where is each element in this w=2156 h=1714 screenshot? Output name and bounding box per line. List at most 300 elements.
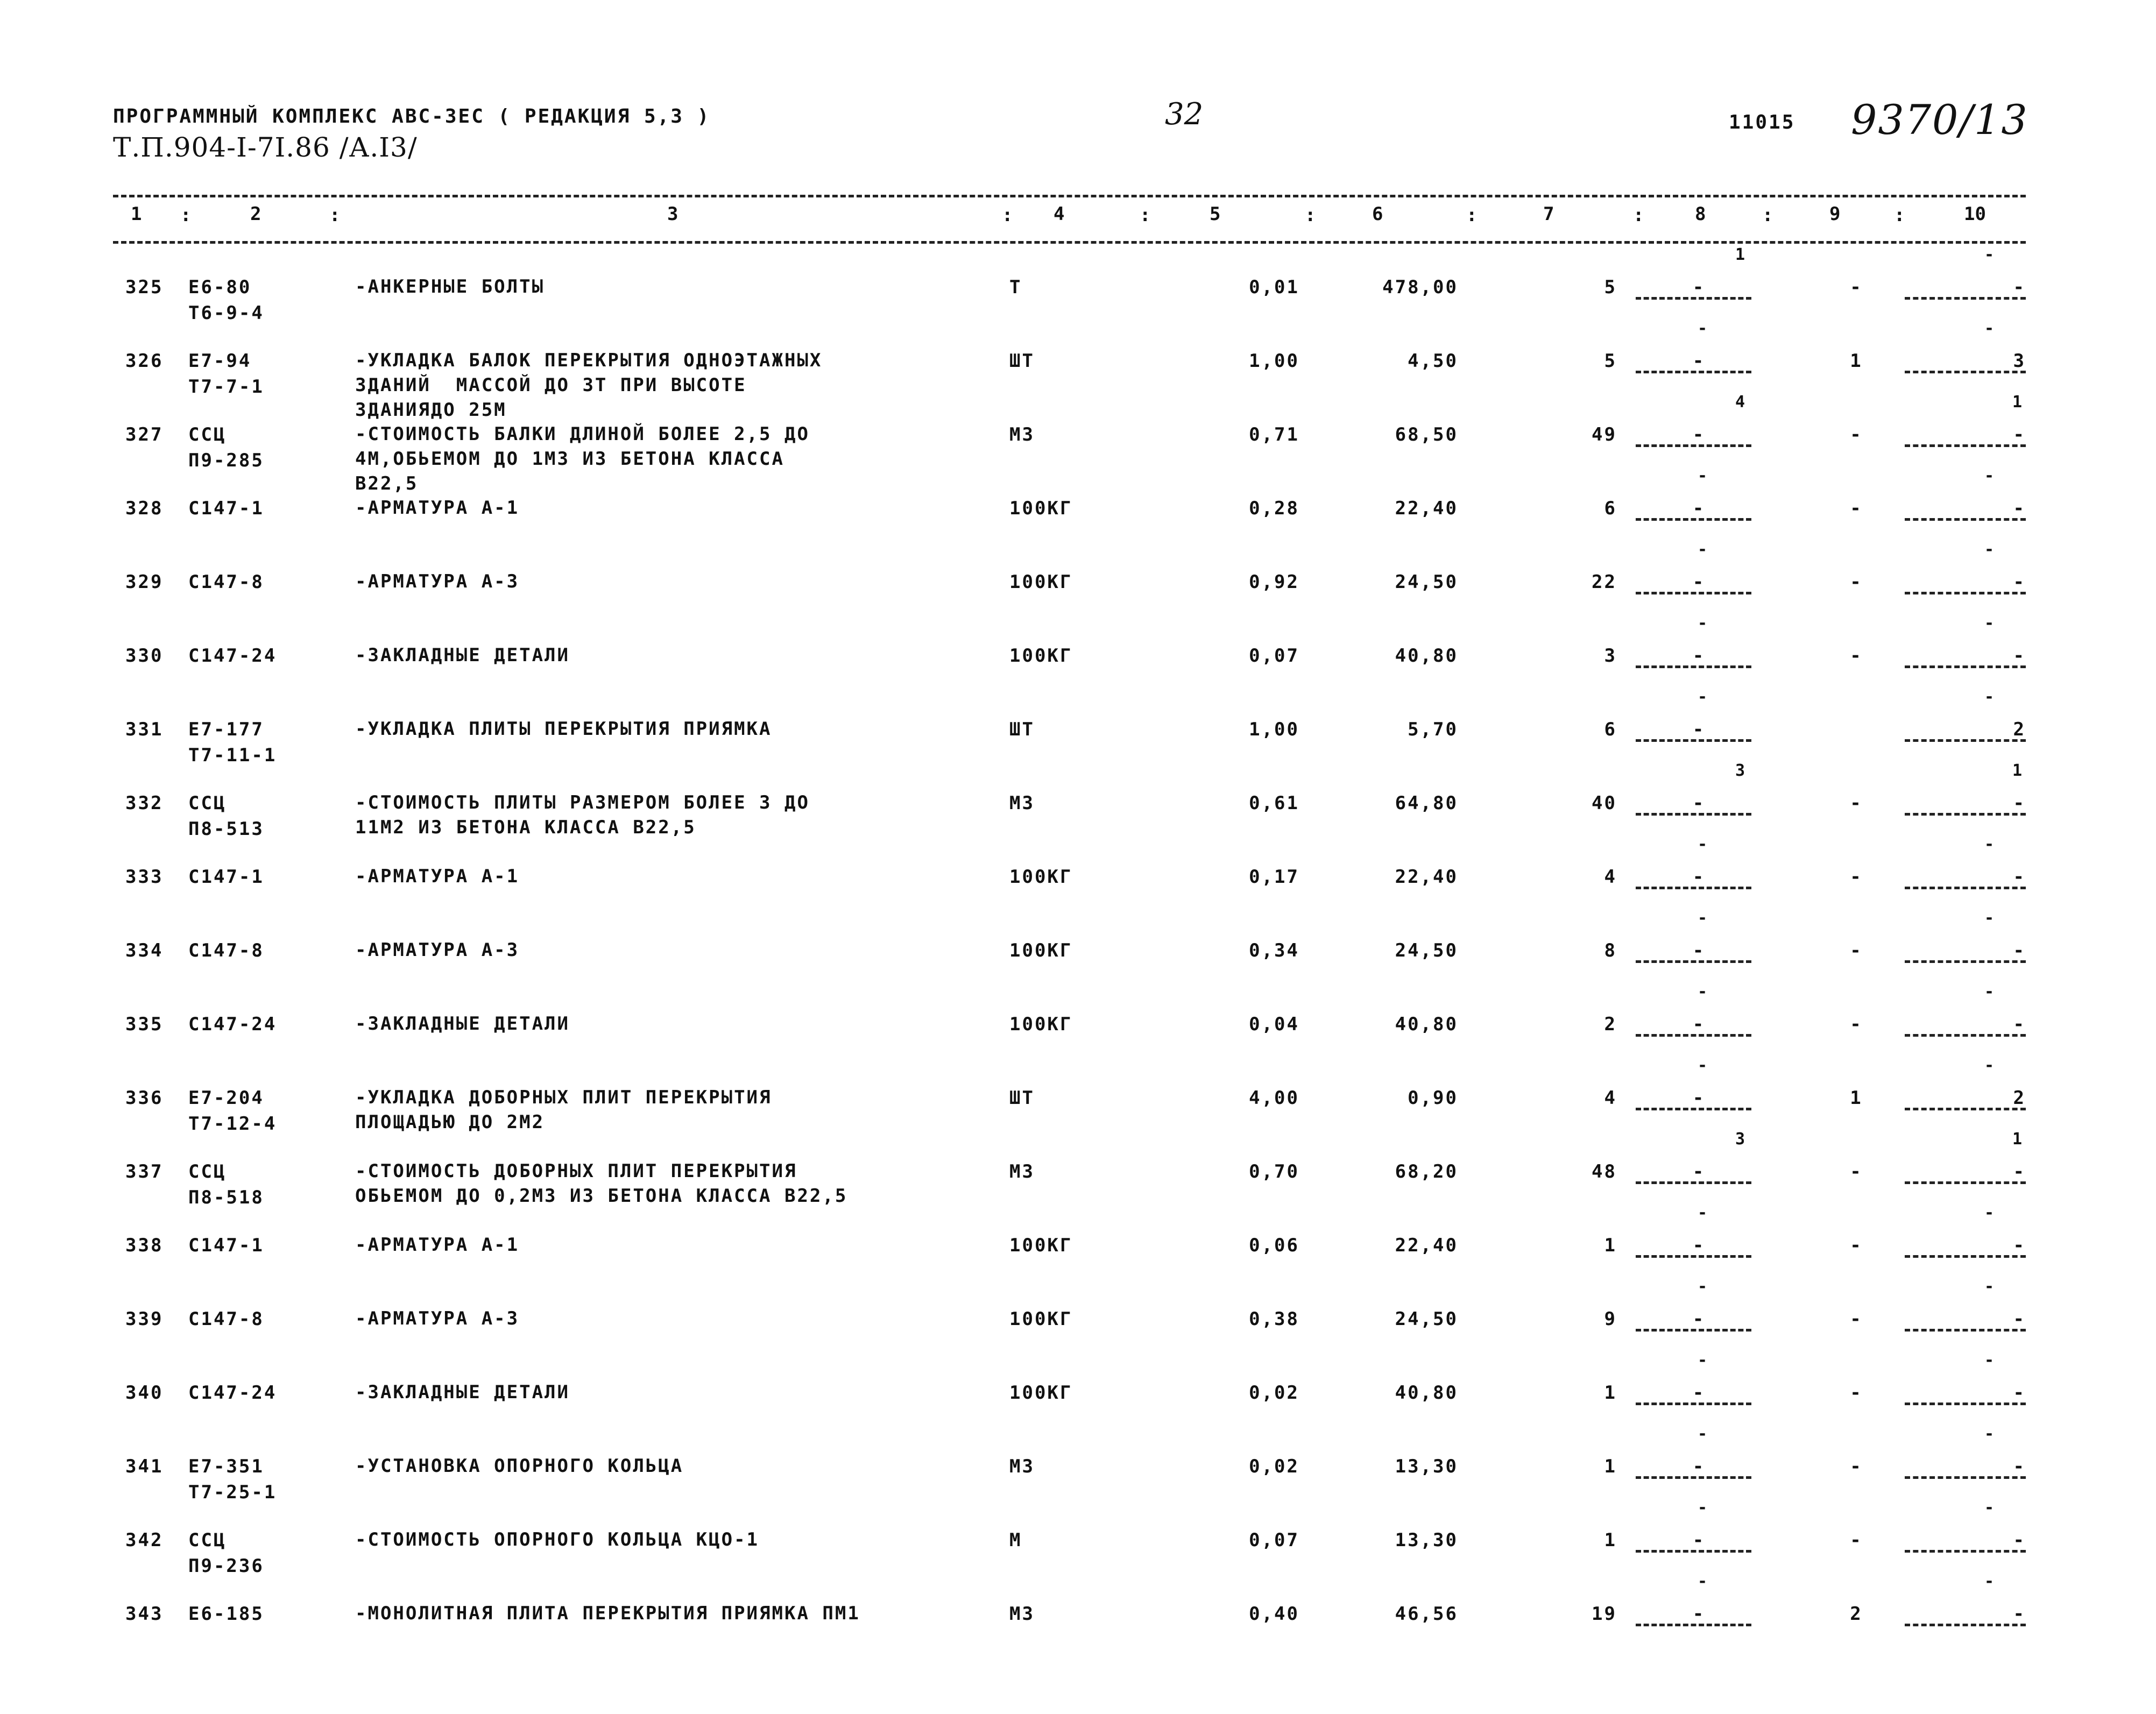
quantity: 0,07 bbox=[1249, 1529, 1299, 1551]
column-10-fraction-line bbox=[1905, 1181, 2026, 1184]
column-8-fraction-line bbox=[1636, 887, 1751, 889]
column-10-value: 2 bbox=[2013, 719, 2026, 740]
column-8-top: - bbox=[1698, 1277, 1708, 1296]
column-separator: : bbox=[1894, 204, 1905, 226]
column-8-top: - bbox=[1698, 909, 1708, 927]
column-10-fraction-line bbox=[1905, 813, 2026, 816]
rate-subcode: Т7-12-4 bbox=[188, 1113, 277, 1135]
rate-subcode: П9-285 bbox=[188, 450, 264, 471]
work-description: -УКЛАДКА БАЛОК ПЕРЕКРЫТИЯ ОДНОЭТАЖНЫХ ЗДАНИЙ МАССОЙ ДО 3Т ПРИ ВЫСОТЕ ЗДАНИЯДО 25М bbox=[355, 350, 823, 421]
quantity: 0,40 bbox=[1249, 1603, 1299, 1625]
column-10-value: - bbox=[2013, 1456, 2026, 1477]
project-code: Т.П.904-I-7I.86 /А.I3/ bbox=[113, 132, 418, 163]
rate-subcode: Т7-7-1 bbox=[188, 376, 264, 398]
column-8-value: - bbox=[1692, 424, 1706, 445]
rate-code: Е7-177 bbox=[188, 719, 264, 740]
unit-price: 68,20 bbox=[1395, 1161, 1458, 1182]
column-8-value: - bbox=[1692, 571, 1706, 593]
column-10-top: 1 bbox=[2012, 1130, 2023, 1149]
column-10-fraction-line bbox=[1905, 518, 2026, 521]
column-8-top: 1 bbox=[1735, 245, 1745, 264]
column-8-fraction-line bbox=[1636, 960, 1751, 963]
rate-code: Е7-94 bbox=[188, 350, 252, 372]
quantity: 0,71 bbox=[1249, 424, 1299, 445]
work-description: -АРМАТУРА А-1 bbox=[355, 497, 520, 519]
column-9-value: - bbox=[1850, 1529, 1863, 1551]
column-8-value: - bbox=[1692, 645, 1706, 667]
rate-code: С147-8 bbox=[188, 571, 264, 593]
column-8-top: - bbox=[1698, 614, 1708, 633]
column-8-value: - bbox=[1692, 1161, 1706, 1182]
work-description: -АРМАТУРА А-3 bbox=[355, 939, 520, 961]
work-description: -ЗАКЛАДНЫЕ ДЕТАЛИ bbox=[355, 1382, 570, 1403]
table-header-rule bbox=[113, 241, 2026, 244]
column-8-top: - bbox=[1698, 1572, 1708, 1591]
column-header-6: 6 bbox=[1372, 203, 1383, 225]
column-separator: : bbox=[1140, 204, 1151, 226]
column-8-value: - bbox=[1692, 1014, 1706, 1035]
column-9-value: - bbox=[1850, 1235, 1863, 1256]
table-row bbox=[0, 982, 2156, 1085]
column-separator: : bbox=[329, 204, 341, 226]
column-9-value: - bbox=[1850, 571, 1863, 593]
handwritten-number: 9370/13 bbox=[1851, 96, 2028, 144]
unit-price: 13,30 bbox=[1395, 1529, 1458, 1551]
column-header-10: 10 bbox=[1964, 203, 1986, 225]
unit-of-measure: 100КГ bbox=[1009, 866, 1073, 888]
quantity: 0,06 bbox=[1249, 1235, 1299, 1256]
column-header-4: 4 bbox=[1054, 203, 1065, 225]
rate-code: ССЦ bbox=[188, 792, 227, 814]
row-number: 338 bbox=[125, 1235, 164, 1256]
rate-code: С147-24 bbox=[188, 1014, 277, 1035]
work-description: -СТОИМОСТЬ ОПОРНОГО КОЛЬЦА КЦО-1 bbox=[355, 1529, 760, 1550]
table-row bbox=[0, 688, 2156, 790]
column-8-value: - bbox=[1692, 498, 1706, 519]
unit-price: 22,40 bbox=[1395, 498, 1458, 519]
total-cost: 48 bbox=[1592, 1161, 1617, 1182]
table-top-rule bbox=[113, 195, 2026, 197]
quantity: 0,61 bbox=[1249, 792, 1299, 814]
work-description: -СТОИМОСТЬ ПЛИТЫ РАЗМЕРОМ БОЛЕЕ 3 ДО 11М2 ИЗ БЕТОНА КЛАССА В22,5 bbox=[355, 792, 810, 838]
column-9-value: - bbox=[1850, 1456, 1863, 1477]
column-separator: : bbox=[1762, 204, 1773, 226]
column-8-top: - bbox=[1698, 688, 1708, 706]
rate-code: Е6-185 bbox=[188, 1603, 264, 1625]
column-separator: : bbox=[1633, 204, 1644, 226]
quantity: 0,34 bbox=[1249, 940, 1299, 961]
column-10-fraction-line bbox=[1905, 665, 2026, 668]
column-9-value: - bbox=[1850, 940, 1863, 961]
total-cost: 22 bbox=[1592, 571, 1617, 593]
rate-code: С147-1 bbox=[188, 866, 264, 888]
work-description: -СТОИМОСТЬ БАЛКИ ДЛИНОЙ БОЛЕЕ 2,5 ДО 4М,ОБЬЕМОМ ДО 1М3 ИЗ БЕТОНА КЛАССА В22,5 bbox=[355, 423, 810, 494]
column-10-value: - bbox=[2013, 1014, 2026, 1035]
unit-of-measure: 100КГ bbox=[1009, 498, 1073, 519]
column-8-top: 3 bbox=[1735, 1130, 1745, 1149]
column-8-value: - bbox=[1692, 719, 1706, 740]
unit-price: 22,40 bbox=[1395, 1235, 1458, 1256]
rate-subcode: П9-236 bbox=[188, 1555, 264, 1577]
column-10-top: - bbox=[1984, 1572, 1995, 1591]
column-10-value: - bbox=[2013, 571, 2026, 593]
column-separator: : bbox=[180, 204, 192, 226]
table-row bbox=[0, 614, 2156, 717]
column-8-value: - bbox=[1692, 792, 1706, 814]
quantity: 0,17 bbox=[1249, 866, 1299, 888]
unit-of-measure: 100КГ bbox=[1009, 1235, 1073, 1256]
unit-price: 68,50 bbox=[1395, 424, 1458, 445]
column-8-fraction-line bbox=[1636, 1476, 1751, 1479]
rate-code: ССЦ bbox=[188, 424, 227, 445]
row-number: 342 bbox=[125, 1529, 164, 1551]
column-10-top: - bbox=[1984, 1498, 1995, 1517]
column-9-value: - bbox=[1850, 792, 1863, 814]
quantity: 0,28 bbox=[1249, 498, 1299, 519]
column-8-fraction-line bbox=[1636, 665, 1751, 668]
table-row bbox=[0, 466, 2156, 569]
column-8-fraction-line bbox=[1636, 297, 1751, 300]
column-10-top: - bbox=[1984, 1351, 1995, 1370]
total-cost: 1 bbox=[1604, 1382, 1617, 1404]
column-10-top: - bbox=[1984, 466, 1995, 485]
total-cost: 1 bbox=[1604, 1456, 1617, 1477]
column-10-top: - bbox=[1984, 909, 1995, 927]
column-9-value: - bbox=[1850, 277, 1863, 298]
total-cost: 5 bbox=[1604, 277, 1617, 298]
column-10-top: - bbox=[1984, 319, 1995, 338]
column-10-top: - bbox=[1984, 688, 1995, 706]
column-10-value: 2 bbox=[2013, 1087, 2026, 1109]
table-row bbox=[0, 1425, 2156, 1527]
row-number: 329 bbox=[125, 571, 164, 593]
table-row bbox=[0, 1203, 2156, 1306]
column-10-value: - bbox=[2013, 1308, 2026, 1330]
column-header-5: 5 bbox=[1210, 203, 1221, 225]
column-8-top: - bbox=[1698, 1351, 1708, 1370]
column-9-value: 1 bbox=[1850, 350, 1863, 372]
unit-price: 46,56 bbox=[1395, 1603, 1458, 1625]
column-8-top: - bbox=[1698, 466, 1708, 485]
row-number: 340 bbox=[125, 1382, 164, 1404]
work-description: -АРМАТУРА А-3 bbox=[355, 571, 520, 592]
column-separator: : bbox=[1466, 204, 1478, 226]
column-8-fraction-line bbox=[1636, 1624, 1751, 1626]
table-row bbox=[0, 1351, 2156, 1454]
column-9-value: 2 bbox=[1850, 1603, 1863, 1625]
column-10-fraction-line bbox=[1905, 1034, 2026, 1037]
unit-price: 40,80 bbox=[1395, 1014, 1458, 1035]
row-number: 336 bbox=[125, 1087, 164, 1109]
quantity: 0,02 bbox=[1249, 1382, 1299, 1404]
column-header-1: 1 bbox=[131, 203, 142, 225]
total-cost: 6 bbox=[1604, 719, 1617, 740]
unit-of-measure: 100КГ bbox=[1009, 571, 1073, 593]
column-header-9: 9 bbox=[1829, 203, 1841, 225]
column-10-value: - bbox=[2013, 498, 2026, 519]
row-number: 326 bbox=[125, 350, 164, 372]
table-row bbox=[0, 1572, 2156, 1675]
column-10-fraction-line bbox=[1905, 1329, 2026, 1331]
column-8-fraction-line bbox=[1636, 371, 1751, 373]
unit-of-measure: М3 bbox=[1009, 1161, 1035, 1182]
work-description: -АРМАТУРА А-1 bbox=[355, 866, 520, 887]
column-10-value: - bbox=[2013, 940, 2026, 961]
column-10-fraction-line bbox=[1905, 444, 2026, 447]
row-number: 341 bbox=[125, 1456, 164, 1477]
column-10-value: - bbox=[2013, 277, 2026, 298]
column-10-fraction-line bbox=[1905, 887, 2026, 889]
rate-subcode: Т6-9-4 bbox=[188, 302, 264, 324]
row-number: 331 bbox=[125, 719, 164, 740]
column-10-top: - bbox=[1984, 1056, 1995, 1075]
table-row bbox=[0, 393, 2156, 495]
column-header-3: 3 bbox=[667, 203, 678, 225]
row-number: 330 bbox=[125, 645, 164, 667]
column-10-fraction-line bbox=[1905, 371, 2026, 373]
column-10-fraction-line bbox=[1905, 1403, 2026, 1405]
total-cost: 19 bbox=[1592, 1603, 1617, 1625]
work-description: -СТОИМОСТЬ ДОБОРНЫХ ПЛИТ ПЕРЕКРЫТИЯ ОБЬЕМОМ ДО 0,2М3 ИЗ БЕТОНА КЛАССА В22,5 bbox=[355, 1160, 848, 1207]
column-10-top: - bbox=[1984, 1277, 1995, 1296]
column-10-value: - bbox=[2013, 1529, 2026, 1551]
work-description: -МОНОЛИТНАЯ ПЛИТА ПЕРЕКРЫТИЯ ПРИЯМКА ПМ1 bbox=[355, 1603, 860, 1624]
column-8-top: - bbox=[1698, 1498, 1708, 1517]
rate-code: С147-24 bbox=[188, 1382, 277, 1404]
column-8-value: - bbox=[1692, 277, 1706, 298]
column-10-top: - bbox=[1984, 614, 1995, 633]
rate-subcode: Т7-25-1 bbox=[188, 1482, 277, 1503]
column-8-top: - bbox=[1698, 1425, 1708, 1443]
unit-of-measure: М3 bbox=[1009, 1456, 1035, 1477]
table-row bbox=[0, 761, 2156, 864]
rate-code: С147-1 bbox=[188, 498, 264, 519]
column-8-fraction-line bbox=[1636, 444, 1751, 447]
column-8-value: - bbox=[1692, 350, 1706, 372]
unit-price: 13,30 bbox=[1395, 1456, 1458, 1477]
column-8-value: - bbox=[1692, 1456, 1706, 1477]
column-8-value: - bbox=[1692, 1087, 1706, 1109]
column-8-value: - bbox=[1692, 866, 1706, 888]
table-row bbox=[0, 1130, 2156, 1233]
unit-of-measure: М3 bbox=[1009, 1603, 1035, 1625]
column-10-fraction-line bbox=[1905, 1550, 2026, 1553]
quantity: 0,92 bbox=[1249, 571, 1299, 593]
column-8-fraction-line bbox=[1636, 1329, 1751, 1331]
total-cost: 3 bbox=[1604, 645, 1617, 667]
column-10-value: - bbox=[2013, 1235, 2026, 1256]
row-number: 325 bbox=[125, 277, 164, 298]
column-8-top: - bbox=[1698, 540, 1708, 559]
unit-of-measure: 100КГ bbox=[1009, 1308, 1073, 1330]
column-8-fraction-line bbox=[1636, 592, 1751, 594]
row-number: 332 bbox=[125, 792, 164, 814]
quantity: 0,38 bbox=[1249, 1308, 1299, 1330]
column-9-value: - bbox=[1850, 1014, 1863, 1035]
total-cost: 5 bbox=[1604, 350, 1617, 372]
work-description: -УСТАНОВКА ОПОРНОГО КОЛЬЦА bbox=[355, 1455, 684, 1477]
total-cost: 49 bbox=[1592, 424, 1617, 445]
unit-of-measure: ШТ bbox=[1009, 1087, 1035, 1109]
row-number: 334 bbox=[125, 940, 164, 961]
column-8-top: - bbox=[1698, 1056, 1708, 1075]
rate-subcode: П8-513 bbox=[188, 818, 264, 840]
column-8-top: - bbox=[1698, 319, 1708, 338]
column-10-value: - bbox=[2013, 1382, 2026, 1404]
column-10-value: - bbox=[2013, 866, 2026, 888]
program-title: ПРОГРАММНЫЙ КОМПЛЕКС АВС-3ЕС ( РЕДАКЦИЯ 5,3 ) bbox=[113, 105, 711, 128]
work-description: -ЗАКЛАДНЫЕ ДЕТАЛИ bbox=[355, 1013, 570, 1035]
rate-code: С147-1 bbox=[188, 1235, 264, 1256]
unit-of-measure: 100КГ bbox=[1009, 1014, 1073, 1035]
unit-price: 40,80 bbox=[1395, 1382, 1458, 1404]
column-10-top: 1 bbox=[2012, 393, 2023, 412]
rate-code: С147-24 bbox=[188, 645, 277, 667]
column-10-value: - bbox=[2013, 792, 2026, 814]
rate-subcode: Т7-11-1 bbox=[188, 745, 277, 766]
total-cost: 6 bbox=[1604, 498, 1617, 519]
total-cost: 9 bbox=[1604, 1308, 1617, 1330]
column-separator: : bbox=[1002, 204, 1013, 226]
column-9-value: - bbox=[1850, 645, 1863, 667]
unit-of-measure: Т bbox=[1009, 277, 1022, 298]
column-9-value: - bbox=[1850, 1382, 1863, 1404]
column-10-value: - bbox=[2013, 1603, 2026, 1625]
unit-price: 4,50 bbox=[1408, 350, 1458, 372]
column-8-value: - bbox=[1692, 1529, 1706, 1551]
column-9-value: - bbox=[1850, 424, 1863, 445]
column-10-fraction-line bbox=[1905, 739, 2026, 742]
rate-code: С147-8 bbox=[188, 1308, 264, 1330]
unit-of-measure: М3 bbox=[1009, 424, 1035, 445]
rate-code: ССЦ bbox=[188, 1161, 227, 1182]
column-8-value: - bbox=[1692, 1308, 1706, 1330]
page-number: 32 bbox=[1165, 97, 1204, 132]
column-8-value: - bbox=[1692, 940, 1706, 961]
row-number: 327 bbox=[125, 424, 164, 445]
quantity: 0,04 bbox=[1249, 1014, 1299, 1035]
document-code: 11015 bbox=[1729, 111, 1796, 133]
column-8-fraction-line bbox=[1636, 1255, 1751, 1258]
column-8-top: - bbox=[1698, 1203, 1708, 1222]
table-row bbox=[0, 1056, 2156, 1159]
column-8-fraction-line bbox=[1636, 1403, 1751, 1405]
column-9-value: - bbox=[1850, 866, 1863, 888]
column-8-fraction-line bbox=[1636, 739, 1751, 742]
column-separator: : bbox=[1305, 204, 1316, 226]
quantity: 0,01 bbox=[1249, 277, 1299, 298]
work-description: -АНКЕРНЫЕ БОЛТЫ bbox=[355, 276, 545, 298]
column-9-value: 1 bbox=[1850, 1087, 1863, 1109]
row-number: 337 bbox=[125, 1161, 164, 1182]
unit-price: 24,50 bbox=[1395, 571, 1458, 593]
table-row bbox=[0, 245, 2156, 348]
total-cost: 8 bbox=[1604, 940, 1617, 961]
column-10-top: - bbox=[1984, 1203, 1995, 1222]
column-8-top: - bbox=[1698, 835, 1708, 854]
unit-of-measure: М bbox=[1009, 1529, 1022, 1551]
total-cost: 4 bbox=[1604, 866, 1617, 888]
unit-price: 64,80 bbox=[1395, 792, 1458, 814]
column-10-fraction-line bbox=[1905, 1624, 2026, 1626]
column-9-value: - bbox=[1850, 1161, 1863, 1182]
unit-price: 22,40 bbox=[1395, 866, 1458, 888]
column-8-top: 3 bbox=[1735, 761, 1745, 780]
table-row bbox=[0, 835, 2156, 938]
quantity: 1,00 bbox=[1249, 719, 1299, 740]
rate-code: Е6-80 bbox=[188, 277, 252, 298]
unit-price: 478,00 bbox=[1382, 277, 1458, 298]
total-cost: 1 bbox=[1604, 1529, 1617, 1551]
quantity: 0,02 bbox=[1249, 1456, 1299, 1477]
column-9-value: - bbox=[1850, 1308, 1863, 1330]
column-8-value: - bbox=[1692, 1235, 1706, 1256]
work-description: -АРМАТУРА А-3 bbox=[355, 1308, 520, 1329]
column-header-7: 7 bbox=[1543, 203, 1554, 225]
row-number: 333 bbox=[125, 866, 164, 888]
column-8-top: - bbox=[1698, 982, 1708, 1001]
work-description: -УКЛАДКА ДОБОРНЫХ ПЛИТ ПЕРЕКРЫТИЯ ПЛОЩАДЬЮ ДО 2М2 bbox=[355, 1087, 772, 1133]
rate-code: Е7-204 bbox=[188, 1087, 264, 1109]
column-10-fraction-line bbox=[1905, 297, 2026, 300]
column-10-top: - bbox=[1984, 540, 1995, 559]
column-8-value: - bbox=[1692, 1382, 1706, 1404]
work-description: -АРМАТУРА А-1 bbox=[355, 1234, 520, 1256]
quantity: 1,00 bbox=[1249, 350, 1299, 372]
column-8-fraction-line bbox=[1636, 1034, 1751, 1037]
column-8-fraction-line bbox=[1636, 1181, 1751, 1184]
quantity: 0,70 bbox=[1249, 1161, 1299, 1182]
unit-price: 40,80 bbox=[1395, 645, 1458, 667]
column-header-2: 2 bbox=[250, 203, 261, 225]
column-10-fraction-line bbox=[1905, 1108, 2026, 1110]
column-8-value: - bbox=[1692, 1603, 1706, 1625]
total-cost: 40 bbox=[1592, 792, 1617, 814]
table-row bbox=[0, 1277, 2156, 1380]
quantity: 0,07 bbox=[1249, 645, 1299, 667]
column-8-fraction-line bbox=[1636, 813, 1751, 816]
row-number: 339 bbox=[125, 1308, 164, 1330]
column-9-value: - bbox=[1850, 498, 1863, 519]
column-10-top: 1 bbox=[2012, 761, 2023, 780]
column-10-fraction-line bbox=[1905, 592, 2026, 594]
unit-of-measure: 100КГ bbox=[1009, 645, 1073, 667]
column-10-fraction-line bbox=[1905, 960, 2026, 963]
unit-price: 0,90 bbox=[1408, 1087, 1458, 1109]
column-10-value: - bbox=[2013, 1161, 2026, 1182]
total-cost: 2 bbox=[1604, 1014, 1617, 1035]
column-10-value: - bbox=[2013, 645, 2026, 667]
rate-subcode: П8-518 bbox=[188, 1187, 264, 1208]
column-10-value: 3 bbox=[2013, 350, 2026, 372]
total-cost: 1 bbox=[1604, 1235, 1617, 1256]
unit-price: 5,70 bbox=[1408, 719, 1458, 740]
total-cost: 4 bbox=[1604, 1087, 1617, 1109]
column-10-fraction-line bbox=[1905, 1255, 2026, 1258]
column-8-top: 4 bbox=[1735, 393, 1745, 412]
rate-code: С147-8 bbox=[188, 940, 264, 961]
column-8-fraction-line bbox=[1636, 1108, 1751, 1110]
column-8-fraction-line bbox=[1636, 518, 1751, 521]
row-number: 343 bbox=[125, 1603, 164, 1625]
column-10-top: - bbox=[1984, 982, 1995, 1001]
column-8-fraction-line bbox=[1636, 1550, 1751, 1553]
column-10-top: - bbox=[1984, 835, 1995, 854]
unit-of-measure: 100КГ bbox=[1009, 1382, 1073, 1404]
column-10-top: - bbox=[1984, 245, 1995, 264]
rate-code: Е7-351 bbox=[188, 1456, 264, 1477]
row-number: 328 bbox=[125, 498, 164, 519]
